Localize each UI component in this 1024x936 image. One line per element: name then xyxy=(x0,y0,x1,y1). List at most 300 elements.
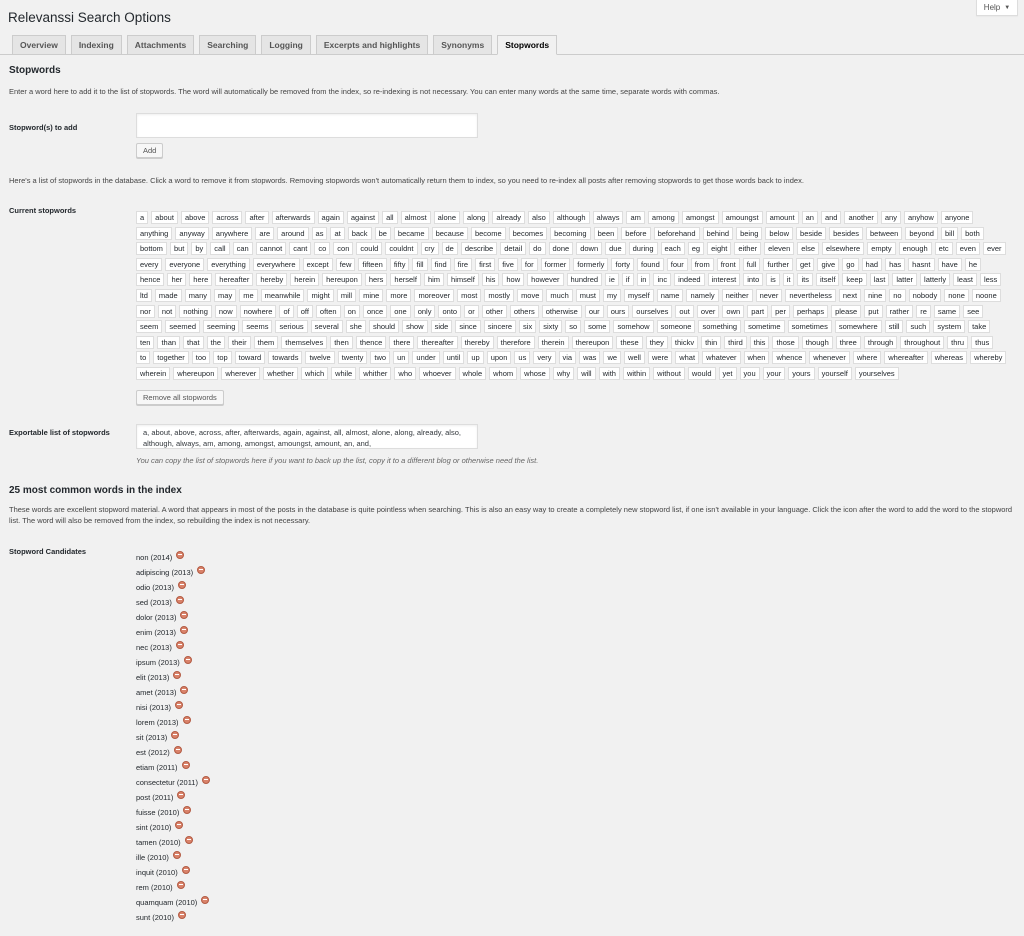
stopword-chip[interactable]: own xyxy=(722,305,744,318)
stopword-chip[interactable]: eight xyxy=(707,242,731,255)
add-to-stopwords-icon[interactable] xyxy=(173,671,181,679)
stopword-chip[interactable]: mill xyxy=(337,289,356,302)
stopword-chip[interactable]: which xyxy=(301,367,328,380)
stopword-chip[interactable]: yourself xyxy=(818,367,852,380)
stopword-chip[interactable]: name xyxy=(657,289,684,302)
stopword-chip[interactable]: many xyxy=(185,289,211,302)
stopword-chip[interactable]: hers xyxy=(365,273,388,286)
stopword-chip[interactable]: find xyxy=(431,258,451,271)
stopword-chip[interactable]: moreover xyxy=(414,289,454,302)
stopword-chip[interactable]: whose xyxy=(520,367,550,380)
stopword-chip[interactable]: next xyxy=(839,289,861,302)
stopword-chip[interactable]: anywhere xyxy=(212,227,253,240)
stopword-chip[interactable]: bill xyxy=(941,227,958,240)
stopword-chip[interactable]: hence xyxy=(136,273,164,286)
add-to-stopwords-icon[interactable] xyxy=(182,866,190,874)
stopword-chip[interactable]: this xyxy=(750,336,770,349)
stopword-chip[interactable]: beforehand xyxy=(654,227,700,240)
stopword-chip[interactable]: whom xyxy=(489,367,517,380)
stopword-chip[interactable]: will xyxy=(577,367,595,380)
stopword-chip[interactable]: across xyxy=(212,211,242,224)
stopword-chip[interactable]: when xyxy=(744,351,770,364)
stopword-chip[interactable]: go xyxy=(842,258,858,271)
stopword-chip[interactable]: very xyxy=(533,351,555,364)
stopword-chip[interactable]: during xyxy=(629,242,658,255)
stopword-chip[interactable]: sixty xyxy=(539,320,562,333)
stopword-chip[interactable]: except xyxy=(303,258,333,271)
stopword-chip[interactable]: often xyxy=(316,305,341,318)
stopword-chip[interactable]: empty xyxy=(867,242,895,255)
stopword-chip[interactable]: also xyxy=(528,211,550,224)
stopword-chip[interactable]: front xyxy=(717,258,740,271)
stopword-chip[interactable]: them xyxy=(254,336,279,349)
stopword-chip[interactable]: our xyxy=(585,305,604,318)
stopword-chip[interactable]: no xyxy=(889,289,905,302)
stopword-chip[interactable]: whole xyxy=(459,367,487,380)
stopword-chip[interactable]: if xyxy=(622,273,634,286)
stopword-chip[interactable]: indeed xyxy=(674,273,705,286)
stopword-chip[interactable]: have xyxy=(938,258,962,271)
stopword-chip[interactable]: it xyxy=(783,273,795,286)
stopword-chip[interactable]: beside xyxy=(796,227,826,240)
stopword-chip[interactable]: someone xyxy=(657,320,696,333)
stopword-chip[interactable]: noone xyxy=(972,289,1001,302)
stopword-chip[interactable]: whoever xyxy=(419,367,455,380)
stopword-chip[interactable]: already xyxy=(492,211,525,224)
stopword-chip[interactable]: among xyxy=(648,211,679,224)
stopword-chip[interactable]: con xyxy=(333,242,353,255)
stopword-chip[interactable]: afterwards xyxy=(272,211,315,224)
stopword-chip[interactable]: well xyxy=(624,351,645,364)
add-to-stopwords-icon[interactable] xyxy=(178,581,186,589)
add-to-stopwords-icon[interactable] xyxy=(176,641,184,649)
stopword-chip[interactable]: give xyxy=(817,258,839,271)
stopword-chip[interactable]: meanwhile xyxy=(261,289,305,302)
stopword-chip[interactable]: not xyxy=(158,305,176,318)
stopword-chip[interactable]: herself xyxy=(390,273,421,286)
stopword-chip[interactable]: co xyxy=(314,242,330,255)
stopword-chip[interactable]: something xyxy=(698,320,741,333)
remove-all-stopwords-button[interactable]: Remove all stopwords xyxy=(136,390,224,405)
stopword-chip[interactable]: one xyxy=(390,305,411,318)
stopword-chip[interactable]: none xyxy=(944,289,969,302)
stopword-chip[interactable]: alone xyxy=(434,211,460,224)
stopword-chip[interactable]: since xyxy=(455,320,481,333)
stopword-chip[interactable]: an xyxy=(802,211,818,224)
stopword-chip[interactable]: do xyxy=(529,242,545,255)
stopword-chip[interactable]: three xyxy=(836,336,861,349)
stopword-chip[interactable]: de xyxy=(442,242,458,255)
stopword-chip[interactable]: throughout xyxy=(900,336,944,349)
add-to-stopwords-icon[interactable] xyxy=(174,746,182,754)
stopword-chip[interactable]: were xyxy=(648,351,672,364)
stopword-chip[interactable]: who xyxy=(394,367,416,380)
stopword-chip[interactable]: mostly xyxy=(484,289,514,302)
stopword-chip[interactable]: around xyxy=(277,227,308,240)
stopword-chip[interactable]: everywhere xyxy=(253,258,300,271)
add-to-stopwords-icon[interactable] xyxy=(180,611,188,619)
stopword-chip[interactable]: thereby xyxy=(461,336,494,349)
stopword-chip[interactable]: thickv xyxy=(671,336,698,349)
stopword-chip[interactable]: whereas xyxy=(931,351,967,364)
stopword-chip[interactable]: hundred xyxy=(567,273,603,286)
add-button[interactable]: Add xyxy=(136,143,163,158)
stopword-chip[interactable]: serious xyxy=(275,320,307,333)
add-to-stopwords-icon[interactable] xyxy=(177,791,185,799)
stopword-chip[interactable]: sincere xyxy=(484,320,516,333)
stopword-chip[interactable]: behind xyxy=(703,227,734,240)
stopword-chip[interactable]: namely xyxy=(686,289,718,302)
stopword-chip[interactable]: because xyxy=(432,227,468,240)
stopword-chip[interactable]: my xyxy=(603,289,621,302)
stopword-chip[interactable]: eg xyxy=(688,242,704,255)
add-to-stopwords-icon[interactable] xyxy=(175,821,183,829)
stopword-chip[interactable]: or xyxy=(464,305,479,318)
stopword-chip[interactable]: him xyxy=(424,273,444,286)
stopword-chip[interactable]: ourselves xyxy=(632,305,672,318)
stopword-chip[interactable]: they xyxy=(646,336,668,349)
stopword-chip[interactable]: thereupon xyxy=(572,336,614,349)
stopword-chip[interactable]: fifteen xyxy=(358,258,386,271)
stopword-chip[interactable]: somehow xyxy=(613,320,653,333)
stopword-chip[interactable]: four xyxy=(667,258,688,271)
stopword-chip[interactable]: thin xyxy=(701,336,721,349)
stopword-chip[interactable]: un xyxy=(393,351,409,364)
stopword-chip[interactable]: the xyxy=(207,336,225,349)
stopword-chip[interactable]: least xyxy=(953,273,977,286)
stopword-chip[interactable]: whether xyxy=(263,367,298,380)
tab-attachments[interactable]: Attachments xyxy=(127,35,194,55)
stopword-chip[interactable]: his xyxy=(482,273,500,286)
add-to-stopwords-icon[interactable] xyxy=(177,881,185,889)
stopword-chip[interactable]: much xyxy=(546,289,572,302)
stopword-chip[interactable]: top xyxy=(213,351,231,364)
stopword-chip[interactable]: formerly xyxy=(573,258,608,271)
stopword-chip[interactable]: himself xyxy=(447,273,479,286)
stopword-chip[interactable]: must xyxy=(576,289,600,302)
stopword-chip[interactable]: else xyxy=(797,242,819,255)
stopword-chip[interactable]: been xyxy=(594,227,619,240)
stopword-chip[interactable]: everyone xyxy=(165,258,204,271)
stopword-chip[interactable]: bottom xyxy=(136,242,167,255)
stopword-chip[interactable]: mine xyxy=(359,289,383,302)
stopword-chip[interactable]: hereafter xyxy=(215,273,253,286)
stopword-chip[interactable]: me xyxy=(239,289,257,302)
stopword-chip[interactable]: first xyxy=(475,258,495,271)
stopword-chip[interactable]: their xyxy=(228,336,251,349)
stopword-chip[interactable]: these xyxy=(616,336,642,349)
stopword-chip[interactable]: cant xyxy=(289,242,311,255)
stopword-chip[interactable]: became xyxy=(394,227,429,240)
stopword-chip[interactable]: can xyxy=(233,242,253,255)
stopword-chip[interactable]: fill xyxy=(412,258,427,271)
stopword-chip[interactable]: done xyxy=(549,242,574,255)
stopword-chip[interactable]: six xyxy=(519,320,536,333)
stopword-chip[interactable]: above xyxy=(181,211,209,224)
stopword-chip[interactable]: down xyxy=(576,242,602,255)
stopword-chip[interactable]: seeming xyxy=(203,320,239,333)
add-to-stopwords-icon[interactable] xyxy=(183,806,191,814)
stopword-chip[interactable]: detail xyxy=(500,242,526,255)
stopword-chip[interactable]: sometime xyxy=(744,320,785,333)
stopword-chip[interactable]: even xyxy=(956,242,980,255)
stopword-chip[interactable]: together xyxy=(153,351,189,364)
stopword-chip[interactable]: such xyxy=(906,320,930,333)
stopword-chip[interactable]: itself xyxy=(816,273,839,286)
help-button[interactable] xyxy=(976,0,1018,16)
stopword-chip[interactable]: whatever xyxy=(702,351,740,364)
stopword-chip[interactable]: although xyxy=(553,211,590,224)
stopword-chip[interactable]: ltd xyxy=(136,289,152,302)
stopword-chip[interactable]: whither xyxy=(359,367,391,380)
stopword-chip[interactable]: amongst xyxy=(682,211,719,224)
stopword-chip[interactable]: side xyxy=(431,320,453,333)
add-to-stopwords-icon[interactable] xyxy=(171,731,179,739)
stopword-chip[interactable]: whereby xyxy=(970,351,1006,364)
stopword-chip[interactable]: neither xyxy=(722,289,753,302)
stopword-chip[interactable]: so xyxy=(565,320,581,333)
stopword-chip[interactable]: into xyxy=(743,273,763,286)
stopword-chip[interactable]: about xyxy=(151,211,178,224)
stopword-chip[interactable]: what xyxy=(675,351,699,364)
stopword-chip[interactable]: through xyxy=(864,336,897,349)
stopword-chip[interactable]: made xyxy=(155,289,182,302)
stopword-chip[interactable]: system xyxy=(933,320,965,333)
stopword-chip[interactable]: after xyxy=(245,211,268,224)
stopword-chip[interactable]: cry xyxy=(421,242,439,255)
stopword-chip[interactable]: as xyxy=(312,227,328,240)
stopword-chip[interactable]: then xyxy=(330,336,353,349)
stopword-chip[interactable]: anything xyxy=(136,227,172,240)
stopword-chip[interactable]: forty xyxy=(611,258,634,271)
stopword-chip[interactable]: therefore xyxy=(497,336,535,349)
stopword-chip[interactable]: you xyxy=(740,367,760,380)
stopword-chip[interactable]: upon xyxy=(487,351,512,364)
stopword-chip[interactable]: herein xyxy=(290,273,319,286)
stopword-chip[interactable]: without xyxy=(653,367,685,380)
stopword-chip[interactable]: in xyxy=(637,273,651,286)
stopword-chip[interactable]: enough xyxy=(899,242,932,255)
stopword-chip[interactable]: here xyxy=(189,273,212,286)
stopword-chip[interactable]: themselves xyxy=(281,336,327,349)
stopword-chip[interactable]: than xyxy=(157,336,180,349)
stopword-chip[interactable]: whereupon xyxy=(173,367,218,380)
stopword-chip[interactable]: last xyxy=(870,273,890,286)
stopword-chip[interactable]: put xyxy=(864,305,882,318)
stopword-chip[interactable]: against xyxy=(347,211,379,224)
stopword-chip[interactable]: should xyxy=(369,320,399,333)
stopword-chip[interactable]: seemed xyxy=(165,320,200,333)
add-to-stopwords-icon[interactable] xyxy=(175,701,183,709)
stopword-chip[interactable]: being xyxy=(736,227,762,240)
stopword-chip[interactable]: nowhere xyxy=(240,305,277,318)
tab-overview[interactable]: Overview xyxy=(12,35,66,55)
stopword-chip[interactable]: why xyxy=(553,367,574,380)
stopword-chip[interactable]: former xyxy=(541,258,571,271)
stopword-chip[interactable]: was xyxy=(579,351,600,364)
stopword-chip[interactable]: please xyxy=(831,305,861,318)
stopwords-add-input[interactable] xyxy=(136,113,478,138)
stopword-chip[interactable]: besides xyxy=(829,227,863,240)
stopword-chip[interactable]: has xyxy=(885,258,905,271)
stopword-chip[interactable]: see xyxy=(963,305,983,318)
stopword-chip[interactable]: keep xyxy=(842,273,866,286)
stopword-chip[interactable]: where xyxy=(853,351,881,364)
stopword-chip[interactable]: fire xyxy=(454,258,472,271)
stopword-chip[interactable]: only xyxy=(414,305,436,318)
stopword-chip[interactable]: latter xyxy=(892,273,917,286)
stopword-chip[interactable]: re xyxy=(916,305,931,318)
stopword-chip[interactable]: almost xyxy=(401,211,431,224)
stopword-chip[interactable]: sometimes xyxy=(788,320,832,333)
stopword-chip[interactable]: too xyxy=(192,351,210,364)
stopword-chip[interactable]: every xyxy=(136,258,162,271)
add-to-stopwords-icon[interactable] xyxy=(176,551,184,559)
stopword-chip[interactable]: until xyxy=(443,351,465,364)
tab-synonyms[interactable]: Synonyms xyxy=(433,35,492,55)
stopword-chip[interactable]: could xyxy=(356,242,382,255)
add-to-stopwords-icon[interactable] xyxy=(180,686,188,694)
stopword-chip[interactable]: twelve xyxy=(305,351,334,364)
add-to-stopwords-icon[interactable] xyxy=(173,851,181,859)
stopword-chip[interactable]: am xyxy=(626,211,644,224)
stopword-chip[interactable]: inc xyxy=(653,273,671,286)
stopword-chip[interactable]: hereupon xyxy=(322,273,362,286)
stopword-chip[interactable]: cannot xyxy=(256,242,287,255)
stopword-chip[interactable]: for xyxy=(521,258,538,271)
stopword-chip[interactable]: are xyxy=(255,227,274,240)
stopword-chip[interactable]: her xyxy=(167,273,186,286)
stopword-chip[interactable]: there xyxy=(389,336,414,349)
stopword-chip[interactable]: to xyxy=(136,351,150,364)
stopword-chip[interactable]: seem xyxy=(136,320,162,333)
stopword-chip[interactable]: show xyxy=(402,320,428,333)
stopword-chip[interactable]: found xyxy=(637,258,664,271)
stopword-chip[interactable]: a xyxy=(136,211,148,224)
stopword-chip[interactable]: always xyxy=(593,211,624,224)
stopword-chip[interactable]: again xyxy=(318,211,344,224)
stopword-chip[interactable]: now xyxy=(215,305,237,318)
stopword-chip[interactable]: he xyxy=(965,258,981,271)
add-to-stopwords-icon[interactable] xyxy=(183,716,191,724)
stopword-chip[interactable]: move xyxy=(517,289,543,302)
stopword-chip[interactable]: with xyxy=(599,367,620,380)
stopword-chip[interactable]: towards xyxy=(268,351,302,364)
stopword-chip[interactable]: whereafter xyxy=(884,351,927,364)
stopword-chip[interactable]: due xyxy=(605,242,626,255)
stopword-chip[interactable]: nor xyxy=(136,305,155,318)
stopword-chip[interactable]: up xyxy=(467,351,483,364)
stopword-chip[interactable]: eleven xyxy=(764,242,794,255)
stopword-chip[interactable]: nobody xyxy=(909,289,942,302)
stopword-chip[interactable]: yourselves xyxy=(855,367,899,380)
add-to-stopwords-icon[interactable] xyxy=(185,836,193,844)
tab-logging[interactable]: Logging xyxy=(261,35,311,55)
stopword-chip[interactable]: on xyxy=(344,305,360,318)
stopword-chip[interactable]: another xyxy=(844,211,877,224)
stopword-chip[interactable]: several xyxy=(311,320,343,333)
stopword-chip[interactable]: further xyxy=(763,258,793,271)
stopword-chip[interactable]: fifty xyxy=(390,258,410,271)
add-to-stopwords-icon[interactable] xyxy=(178,911,186,919)
stopword-chip[interactable]: thus xyxy=(971,336,993,349)
stopword-chip[interactable]: seems xyxy=(242,320,272,333)
stopword-chip[interactable]: that xyxy=(183,336,204,349)
stopword-chip[interactable]: becoming xyxy=(550,227,591,240)
stopword-chip[interactable]: onto xyxy=(438,305,461,318)
stopword-chip[interactable]: still xyxy=(885,320,904,333)
stopword-chip[interactable]: nevertheless xyxy=(785,289,836,302)
stopword-chip[interactable]: ever xyxy=(983,242,1006,255)
add-to-stopwords-icon[interactable] xyxy=(180,626,188,634)
add-to-stopwords-icon[interactable] xyxy=(197,566,205,574)
stopword-chip[interactable]: and xyxy=(821,211,842,224)
stopword-chip[interactable]: once xyxy=(363,305,387,318)
stopword-chip[interactable]: within xyxy=(623,367,650,380)
stopword-chip[interactable]: never xyxy=(756,289,783,302)
stopword-chip[interactable]: she xyxy=(346,320,366,333)
stopword-chip[interactable]: but xyxy=(170,242,188,255)
stopword-chip[interactable]: more xyxy=(386,289,411,302)
stopword-chip[interactable]: us xyxy=(514,351,530,364)
stopword-chip[interactable]: part xyxy=(747,305,768,318)
tab-stopwords[interactable]: Stopwords xyxy=(497,35,557,55)
stopword-chip[interactable]: ie xyxy=(605,273,619,286)
stopword-chip[interactable]: those xyxy=(772,336,798,349)
stopword-chip[interactable]: rather xyxy=(886,305,914,318)
stopword-chip[interactable]: same xyxy=(934,305,960,318)
stopword-chip[interactable]: had xyxy=(862,258,883,271)
tab-excerpts-and-highlights[interactable]: Excerpts and highlights xyxy=(316,35,428,55)
stopword-chip[interactable]: whence xyxy=(772,351,806,364)
stopword-chip[interactable]: back xyxy=(348,227,372,240)
stopword-chip[interactable]: be xyxy=(375,227,391,240)
stopword-chip[interactable]: each xyxy=(661,242,685,255)
stopword-chip[interactable]: amount xyxy=(766,211,799,224)
stopword-chip[interactable]: however xyxy=(527,273,563,286)
stopword-chip[interactable]: by xyxy=(191,242,207,255)
stopword-chip[interactable]: per xyxy=(771,305,790,318)
stopword-chip[interactable]: latterly xyxy=(920,273,950,286)
stopword-chip[interactable]: how xyxy=(502,273,524,286)
stopword-chip[interactable]: would xyxy=(688,367,716,380)
stopword-chip[interactable]: is xyxy=(766,273,779,286)
stopword-chip[interactable]: some xyxy=(584,320,610,333)
stopword-chip[interactable]: full xyxy=(743,258,761,271)
stopword-chip[interactable]: under xyxy=(412,351,439,364)
stopword-chip[interactable]: couldnt xyxy=(385,242,417,255)
stopword-chip[interactable]: hasnt xyxy=(908,258,934,271)
add-to-stopwords-icon[interactable] xyxy=(184,656,192,664)
stopword-chip[interactable]: others xyxy=(510,305,539,318)
stopword-chip[interactable]: other xyxy=(482,305,507,318)
stopword-chip[interactable]: nothing xyxy=(179,305,212,318)
stopword-chip[interactable]: any xyxy=(881,211,901,224)
stopword-chip[interactable]: somewhere xyxy=(835,320,882,333)
stopword-chip[interactable]: over xyxy=(697,305,720,318)
stopword-chip[interactable]: describe xyxy=(461,242,497,255)
stopword-chip[interactable]: of xyxy=(279,305,293,318)
stopword-chip[interactable]: while xyxy=(331,367,356,380)
stopword-chip[interactable]: third xyxy=(724,336,747,349)
stopword-chip[interactable]: elsewhere xyxy=(822,242,864,255)
stopword-chip[interactable]: beyond xyxy=(905,227,938,240)
stopword-chip[interactable]: anyone xyxy=(941,211,974,224)
stopword-chip[interactable]: below xyxy=(765,227,793,240)
stopword-chip[interactable]: at xyxy=(330,227,344,240)
stopword-chip[interactable]: nine xyxy=(864,289,886,302)
stopword-chip[interactable]: from xyxy=(691,258,714,271)
